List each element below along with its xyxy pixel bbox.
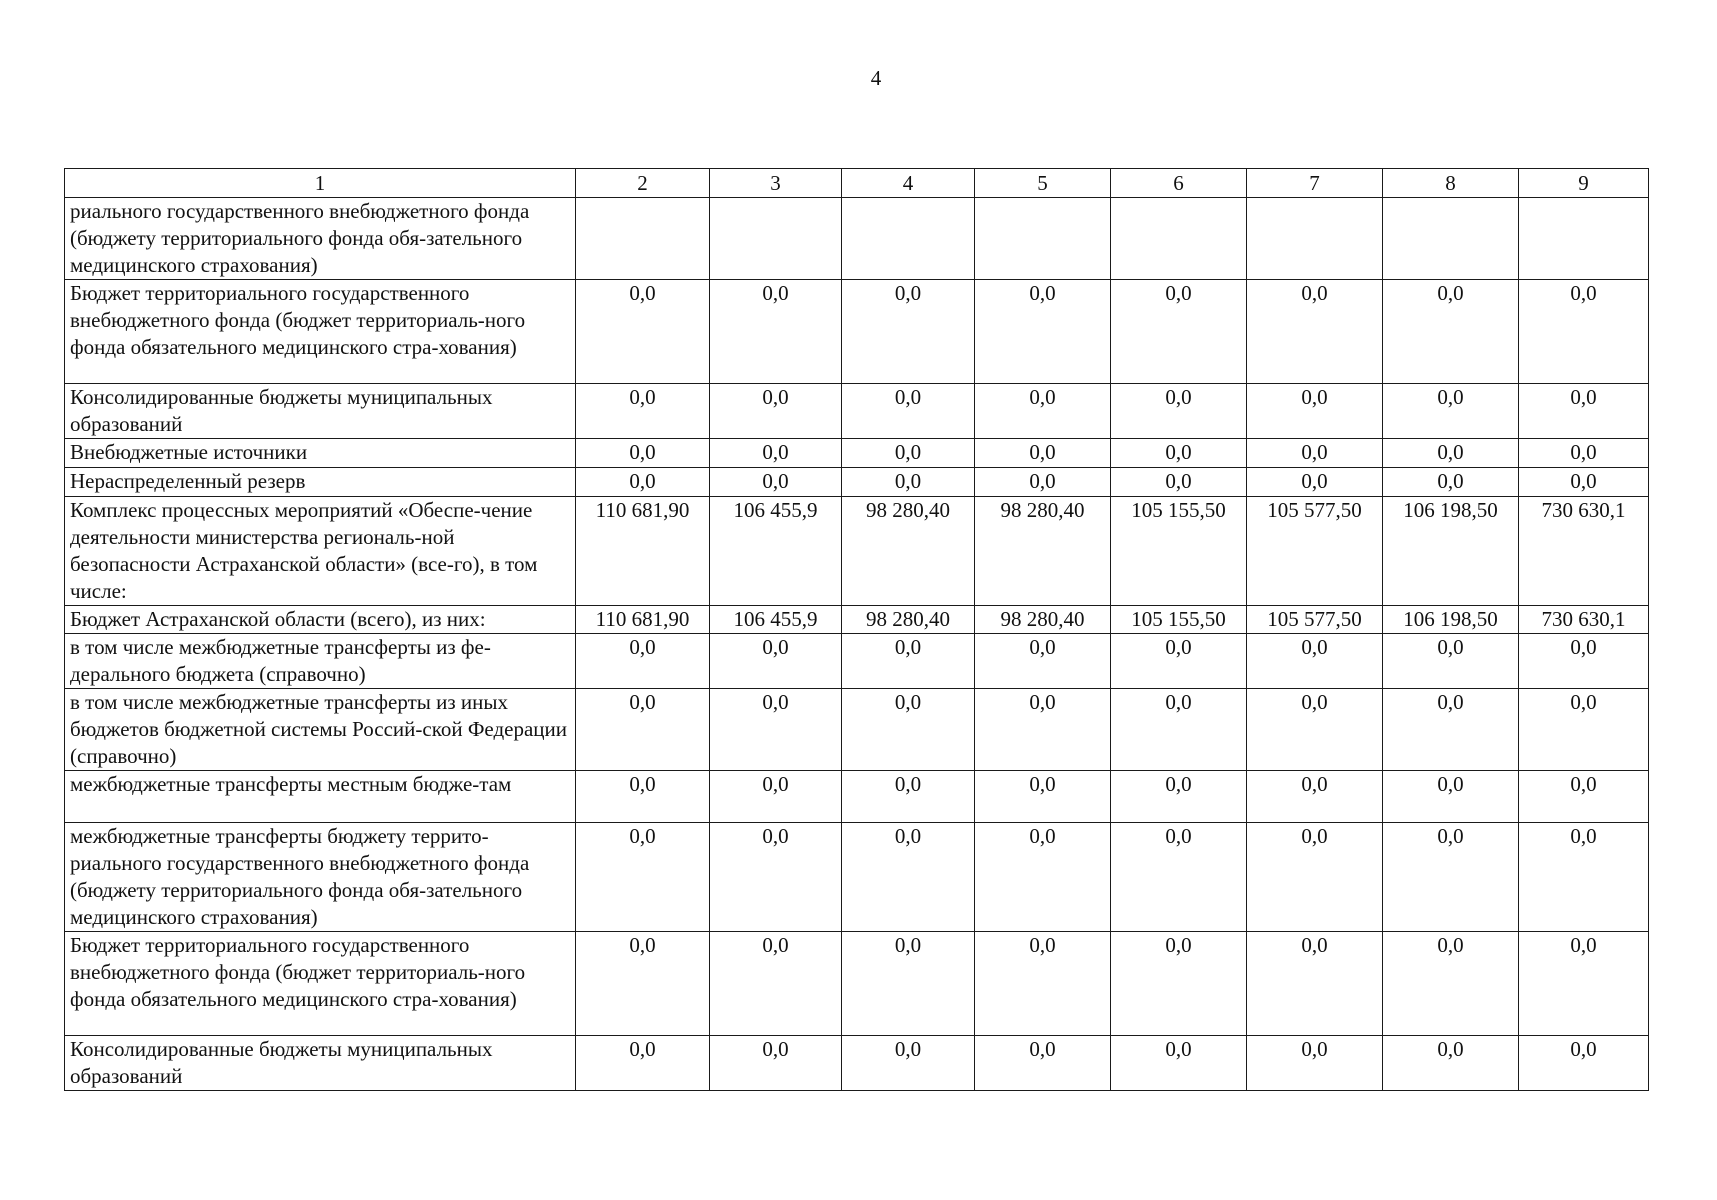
value-cell: 0,0	[576, 439, 710, 468]
value-cell: 0,0	[576, 634, 710, 689]
column-header: 1	[65, 169, 576, 198]
value-cell: 0,0	[576, 771, 710, 823]
column-header: 6	[1111, 169, 1247, 198]
value-cell: 0,0	[1111, 280, 1247, 384]
row-label: Комплекс процессных мероприятий «Обеспе-чение деятельности министерства региональ-ной безопасности Астраханской области» (все-го), в том числе:	[65, 497, 576, 606]
value-cell: 0,0	[1383, 932, 1519, 1036]
value-cell: 0,0	[576, 689, 710, 771]
value-cell: 0,0	[842, 634, 975, 689]
value-cell: 0,0	[842, 932, 975, 1036]
table-row	[65, 771, 1649, 823]
value-cell: 0,0	[1111, 689, 1247, 771]
value-cell	[842, 198, 975, 280]
value-cell: 0,0	[1111, 932, 1247, 1036]
row-label: Нераспределенный резерв	[65, 468, 576, 497]
table-row	[65, 497, 1649, 606]
value-cell: 0,0	[1111, 384, 1247, 439]
value-cell: 0,0	[576, 280, 710, 384]
value-cell: 0,0	[1383, 1036, 1519, 1091]
table-row	[65, 198, 1649, 280]
value-cell: 0,0	[1247, 823, 1383, 932]
value-cell	[1111, 198, 1247, 280]
value-cell: 0,0	[1519, 771, 1649, 823]
value-cell: 0,0	[1383, 384, 1519, 439]
value-cell: 0,0	[1383, 439, 1519, 468]
value-cell: 0,0	[975, 771, 1111, 823]
value-cell: 0,0	[842, 1036, 975, 1091]
table-row	[65, 280, 1649, 384]
value-cell: 0,0	[1383, 280, 1519, 384]
budget-table	[64, 168, 1649, 1091]
value-cell: 105 577,50	[1247, 497, 1383, 606]
column-header: 4	[842, 169, 975, 198]
row-label: Консолидированные бюджеты муниципальных образований	[65, 1036, 576, 1091]
value-cell: 0,0	[975, 280, 1111, 384]
row-label: Бюджет территориального государственного внебюджетного фонда (бюджет территориаль-ного фонда обязательного медицинского стра-хования)	[65, 280, 576, 384]
value-cell: 0,0	[842, 468, 975, 497]
row-label: в том числе межбюджетные трансферты из фе-дерального бюджета (справочно)	[65, 634, 576, 689]
value-cell	[576, 198, 710, 280]
value-cell: 0,0	[710, 384, 842, 439]
table-row	[65, 634, 1649, 689]
value-cell: 0,0	[842, 280, 975, 384]
value-cell: 0,0	[1519, 823, 1649, 932]
value-cell: 0,0	[1247, 439, 1383, 468]
column-header: 7	[1247, 169, 1383, 198]
value-cell: 0,0	[1519, 634, 1649, 689]
page-number: 4	[870, 66, 882, 90]
column-header: 3	[710, 169, 842, 198]
value-cell: 0,0	[975, 932, 1111, 1036]
table-row	[65, 823, 1649, 932]
value-cell: 0,0	[1519, 439, 1649, 468]
value-cell: 0,0	[1519, 932, 1649, 1036]
row-label: межбюджетные трансферты бюджету террито-риального государственного внебюджетного фонда (бюджету территориального фонда обя-зательного медицинского страхования)	[65, 823, 576, 932]
value-cell: 106 455,9	[710, 606, 842, 634]
value-cell: 0,0	[1111, 823, 1247, 932]
value-cell: 0,0	[1111, 1036, 1247, 1091]
value-cell: 0,0	[1111, 439, 1247, 468]
value-cell: 0,0	[1247, 689, 1383, 771]
value-cell: 0,0	[1111, 634, 1247, 689]
value-cell: 0,0	[1247, 932, 1383, 1036]
value-cell	[975, 198, 1111, 280]
value-cell: 105 155,50	[1111, 606, 1247, 634]
table-row	[65, 384, 1649, 439]
value-cell: 0,0	[576, 932, 710, 1036]
value-cell: 0,0	[710, 932, 842, 1036]
value-cell: 0,0	[842, 384, 975, 439]
row-label: риального государственного внебюджетного фонда (бюджету территориального фонда обя-зательного медицинского страхования)	[65, 198, 576, 280]
value-cell: 0,0	[842, 823, 975, 932]
value-cell: 0,0	[1383, 689, 1519, 771]
value-cell	[1383, 198, 1519, 280]
value-cell: 106 198,50	[1383, 497, 1519, 606]
value-cell: 0,0	[1519, 384, 1649, 439]
value-cell: 0,0	[1519, 689, 1649, 771]
table-row	[65, 932, 1649, 1036]
row-label: Внебюджетные источники	[65, 439, 576, 468]
value-cell: 110 681,90	[576, 606, 710, 634]
row-label: Бюджет территориального государственного внебюджетного фонда (бюджет территориаль-ного фонда обязательного медицинского стра-хования)	[65, 932, 576, 1036]
value-cell: 0,0	[1383, 823, 1519, 932]
value-cell: 0,0	[576, 468, 710, 497]
value-cell: 98 280,40	[975, 497, 1111, 606]
value-cell: 0,0	[975, 689, 1111, 771]
value-cell: 0,0	[1247, 634, 1383, 689]
value-cell: 0,0	[710, 634, 842, 689]
value-cell: 730 630,1	[1519, 497, 1649, 606]
row-label: Бюджет Астраханской области (всего), из них:	[65, 606, 576, 634]
header-row	[65, 169, 1649, 198]
value-cell: 0,0	[1111, 771, 1247, 823]
value-cell: 0,0	[576, 823, 710, 932]
table-row	[65, 606, 1649, 634]
value-cell: 0,0	[1519, 1036, 1649, 1091]
value-cell: 0,0	[1383, 771, 1519, 823]
value-cell: 0,0	[1519, 468, 1649, 497]
value-cell: 0,0	[1247, 771, 1383, 823]
value-cell: 0,0	[842, 771, 975, 823]
value-cell: 0,0	[576, 1036, 710, 1091]
value-cell: 0,0	[710, 1036, 842, 1091]
value-cell: 0,0	[975, 1036, 1111, 1091]
table-row	[65, 439, 1649, 468]
value-cell: 98 280,40	[975, 606, 1111, 634]
value-cell	[710, 198, 842, 280]
value-cell: 0,0	[975, 468, 1111, 497]
value-cell: 730 630,1	[1519, 606, 1649, 634]
table-header	[65, 169, 1649, 198]
column-header: 8	[1383, 169, 1519, 198]
value-cell: 0,0	[975, 823, 1111, 932]
value-cell: 0,0	[710, 280, 842, 384]
value-cell: 0,0	[710, 439, 842, 468]
row-label: межбюджетные трансферты местным бюдже-там	[65, 771, 576, 823]
value-cell: 0,0	[710, 468, 842, 497]
value-cell: 0,0	[1247, 468, 1383, 497]
value-cell: 98 280,40	[842, 497, 975, 606]
column-header: 5	[975, 169, 1111, 198]
value-cell	[1247, 198, 1383, 280]
value-cell: 110 681,90	[576, 497, 710, 606]
value-cell: 98 280,40	[842, 606, 975, 634]
table-row	[65, 1036, 1649, 1091]
value-cell: 106 198,50	[1383, 606, 1519, 634]
value-cell: 106 455,9	[710, 497, 842, 606]
value-cell: 0,0	[1519, 280, 1649, 384]
table-body	[65, 198, 1649, 1091]
value-cell: 0,0	[710, 771, 842, 823]
column-header: 2	[576, 169, 710, 198]
row-label: в том числе межбюджетные трансферты из иных бюджетов бюджетной системы Россий-ской Федерации (справочно)	[65, 689, 576, 771]
value-cell: 0,0	[1247, 384, 1383, 439]
value-cell: 0,0	[1383, 468, 1519, 497]
value-cell: 105 155,50	[1111, 497, 1247, 606]
value-cell: 0,0	[710, 823, 842, 932]
value-cell: 0,0	[975, 384, 1111, 439]
value-cell: 105 577,50	[1247, 606, 1383, 634]
value-cell	[1519, 198, 1649, 280]
row-label: Консолидированные бюджеты муниципальных образований	[65, 384, 576, 439]
value-cell: 0,0	[576, 384, 710, 439]
value-cell: 0,0	[1247, 1036, 1383, 1091]
column-header: 9	[1519, 169, 1649, 198]
value-cell: 0,0	[710, 689, 842, 771]
value-cell: 0,0	[842, 439, 975, 468]
value-cell: 0,0	[1383, 634, 1519, 689]
table-row	[65, 689, 1649, 771]
value-cell: 0,0	[975, 634, 1111, 689]
value-cell: 0,0	[1247, 280, 1383, 384]
table-row	[65, 468, 1649, 497]
value-cell: 0,0	[1111, 468, 1247, 497]
value-cell: 0,0	[842, 689, 975, 771]
value-cell: 0,0	[975, 439, 1111, 468]
